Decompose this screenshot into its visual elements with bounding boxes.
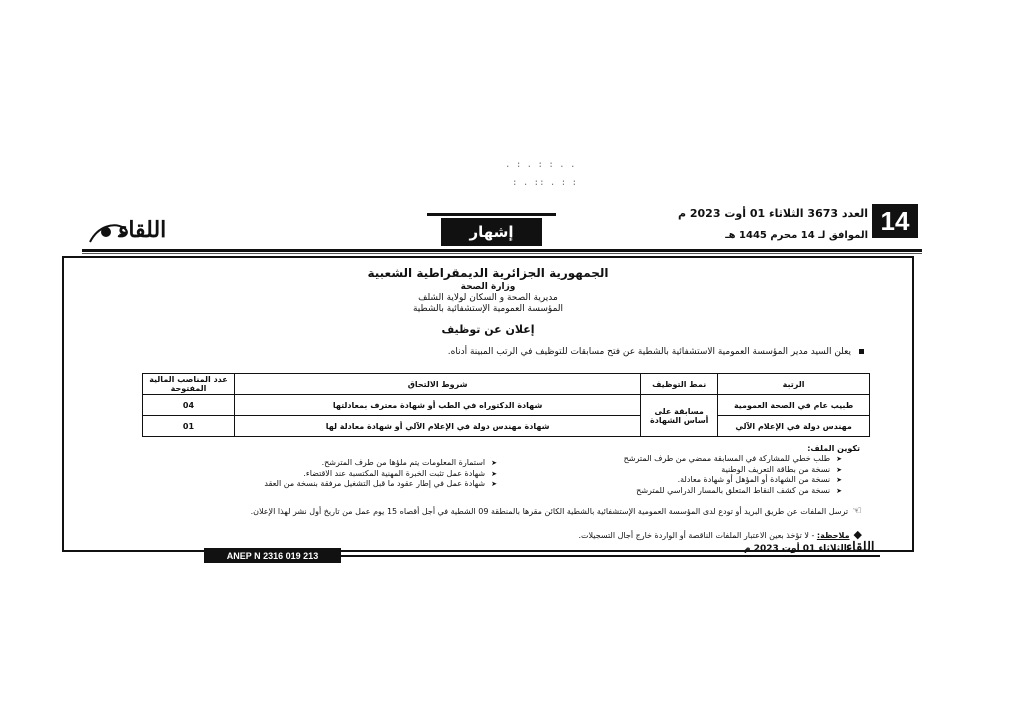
scan-speckles: : . :: . : : — [512, 178, 578, 188]
ministry-name: وزارة الصحة — [460, 282, 516, 292]
file-composition-title: تكوين الملف: — [807, 444, 860, 453]
hijri-date-line: الموافق لـ 14 محرم 1445 هـ — [725, 230, 868, 241]
section-label: إشهار — [441, 218, 542, 246]
page-number: 14 — [872, 204, 918, 238]
footer-newspaper-logo: اللقاء — [846, 540, 875, 555]
pointing-hand-icon: ☜ — [852, 504, 862, 517]
anep-reference: ANEP N 2316 019 213 — [204, 548, 341, 563]
positions-table — [142, 373, 870, 437]
footer-rule — [340, 555, 880, 557]
cell-count: 04 — [143, 395, 235, 416]
announcement-title: إعلان عن توظيف — [441, 323, 535, 336]
list-item: ➤ نسخة من كشف النقاط المتعلق بالمسار الدراسي للمترشح — [624, 486, 842, 497]
table-header-row — [143, 374, 870, 395]
directorate-name: مديرية الصحة و السكان لولاية الشلف — [418, 293, 558, 303]
cell-conditions: شهادة مهندس دولة في الإعلام الآلي أو شهادة معادلة لها — [234, 416, 640, 437]
bullet-icon — [859, 349, 864, 354]
list-item: ➤ نسخة من بطاقة التعريف الوطنية — [624, 465, 842, 476]
intro-text: يعلن السيد مدير المؤسسة العمومية الاستشفائية بالشطية عن فتح مسابقات للتوظيف في الرتب المبينة أدناه. — [447, 347, 851, 357]
remark — [578, 528, 862, 541]
scan-speckles: . : . : : . . — [505, 160, 576, 170]
file-items-right — [624, 454, 842, 496]
header-mode: نمط التوظيف — [641, 374, 718, 395]
table-row — [143, 416, 870, 437]
diamond-bullet-icon: ◆ — [853, 528, 862, 541]
list-item: ➤ شهادة عمل تثبت الخبرة المهنية المكتسبة عند الاقتضاء. — [264, 469, 497, 480]
cell-count: 01 — [143, 416, 235, 437]
submission-text: ترسل الملفات عن طريق البريد أو تودع لدى المؤسسة العمومية الإستشفائية بالشطية الكائن مقرها بالمنطقة 09 الشطية في أجل أقصاه 15 يوم عمل من تاريخ أول نشر لهذا الإعلان. — [250, 507, 849, 516]
republic-title: الجمهورية الجزائرية الديمقراطية الشعبية — [367, 266, 609, 280]
submission-note — [102, 506, 862, 517]
header-rule — [82, 249, 922, 252]
issue-info — [677, 206, 868, 244]
cell-rank: مهندس دولة في الإعلام الآلي — [718, 416, 870, 437]
header-conditions: شروط الالتحاق — [234, 374, 640, 395]
job-announcement-box — [62, 256, 914, 552]
list-item: ➤ طلب خطي للمشاركة في المسابقة ممضي من طرف المترشح — [624, 454, 842, 465]
intro-paragraph — [448, 347, 864, 357]
cell-conditions: شهادة الدكتوراه في الطب أو شهادة معترف بمعادلتها — [234, 395, 640, 416]
issuer-block — [64, 266, 912, 315]
remark-text: - لا تؤخذ بعين الاعتبار الملفات الناقصة أو الواردة خارج أجال التسجيلات. — [578, 531, 815, 540]
newspaper-logo: اللقاء — [118, 217, 167, 243]
header-rule-thin — [82, 253, 922, 254]
header-count: عدد المناصب المالية المفتوحة — [143, 374, 235, 395]
footer-date: الثلاثاء 01 أوت 2023 م — [744, 544, 847, 554]
issue-line: العدد 3673 الثلاثاء 01 أوت 2023 م — [677, 207, 868, 220]
section-tab-rule — [427, 213, 556, 216]
list-item: ➤ نسخة من الشهادة أو المؤهل أو شهادة معادلة. — [624, 475, 842, 486]
header-rank: الرتبة — [718, 374, 870, 395]
file-items-left — [264, 458, 497, 490]
list-item: ➤ شهادة عمل في إطار عقود ما قبل التشغيل مرفقة بنسخة من العقد — [264, 479, 497, 490]
remark-label: ملاحظة: — [816, 531, 850, 540]
cell-rank: طبيب عام في الصحة العمومية — [718, 395, 870, 416]
cell-mode: مسابقة على أساس الشهادة — [641, 395, 718, 437]
list-item: ➤ استمارة المعلومات يتم ملؤها من طرف المترشح. — [264, 458, 497, 469]
institution-name: المؤسسة العمومية الإستشفائية بالشطية — [412, 304, 564, 314]
table-row — [143, 395, 870, 416]
